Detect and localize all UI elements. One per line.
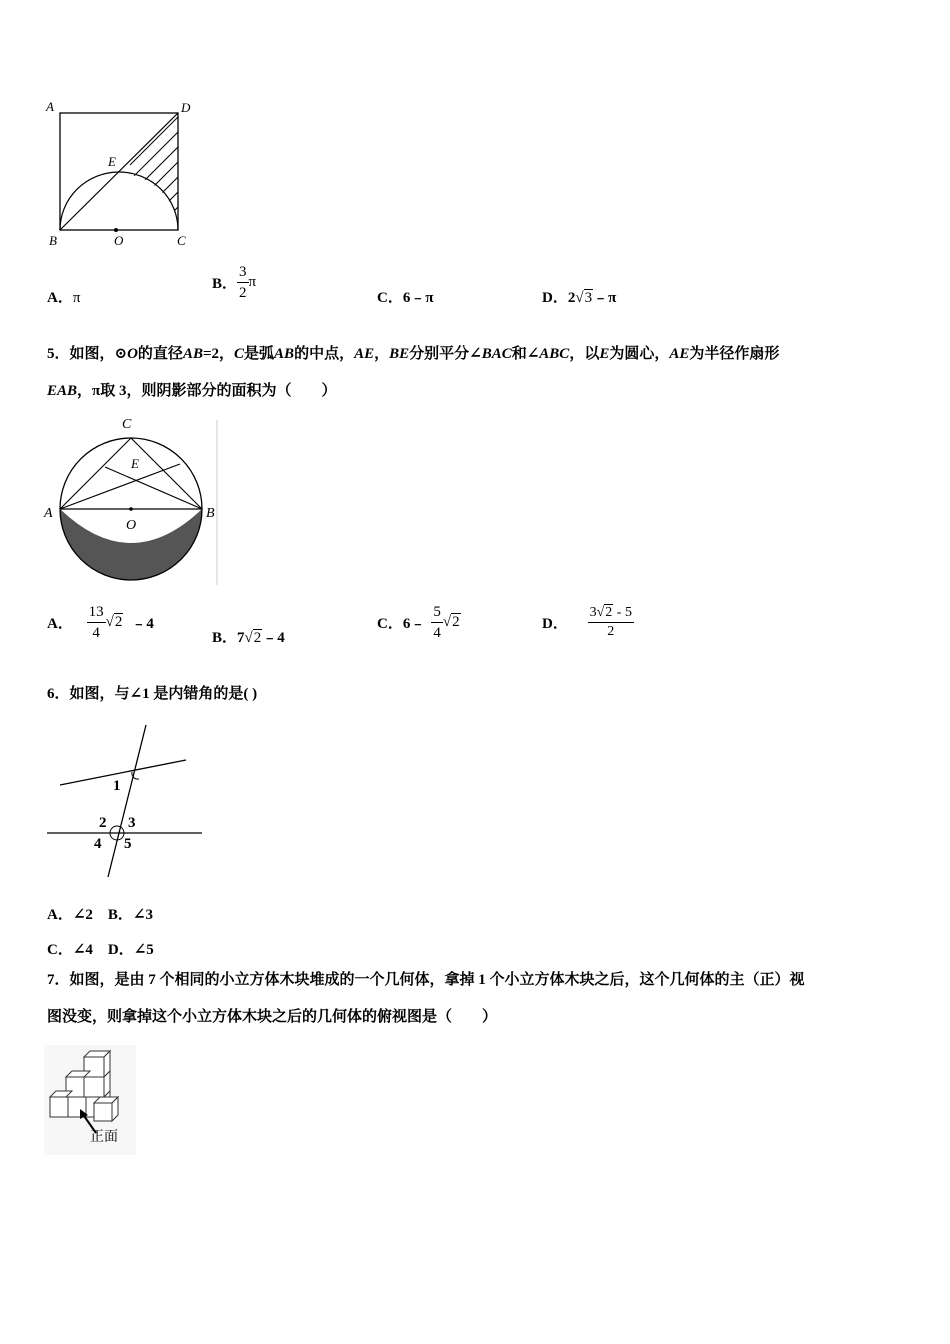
- q6-figure: [40, 715, 210, 885]
- q6-question: 6．如图，与∠1 是内错角的是( ): [47, 686, 258, 702]
- q6-angle-4: 4: [94, 836, 102, 852]
- q6-angle-5: 5: [124, 836, 132, 852]
- q4-label-e: E: [108, 154, 116, 169]
- q4-label-d: D: [181, 100, 191, 115]
- q4-option-b-fraction: $\frac{3}{2}$: [239, 264, 247, 301]
- q5-label-e: E: [131, 456, 139, 471]
- q4-figure: [40, 95, 200, 255]
- q7-figure: [44, 1045, 136, 1155]
- q5-option-a: A． $\frac{13}{4}$ √2 ﹣4: [47, 604, 154, 641]
- q4-option-b: B． $\frac{3}{2}$ π: [212, 264, 257, 301]
- q4-label-o: O: [114, 233, 124, 248]
- q5-question-line1: 5．如图，⊙O的直径AB=2，C是弧AB的中点，AE，BE分别平分∠BAC和∠ABC，以E为圆心，AE为半径作扇形: [47, 346, 780, 362]
- q4-label-a: A: [46, 99, 54, 114]
- q5-question-line2: EAB，π取 3，则阴影部分的面积为（ ）: [47, 383, 337, 399]
- q4-option-a: A．π: [47, 290, 81, 306]
- q6-angle-3: 3: [128, 815, 136, 831]
- q4-option-c: C．6﹣π: [377, 290, 434, 306]
- q4-label-c: C: [177, 233, 186, 248]
- q6-angle-1: 1: [113, 778, 121, 794]
- q5-label-o: O: [126, 518, 137, 533]
- q5-option-d: D． $\frac{3√2 - 5}{2}$: [542, 605, 632, 639]
- q6-angle-2: 2: [99, 815, 107, 831]
- q7-question-line1: 7．如图，是由 7 个相同的小立方体木块堆成的一个几何体，拿掉 1 个小立方体木块之后，这个几何体的主（正）视: [47, 972, 805, 988]
- q5-label-b: B: [206, 506, 215, 521]
- q7-front-label: 正面: [90, 1130, 118, 1145]
- q5-label-c: C: [122, 417, 132, 432]
- q6-options-row2: C．∠4 D．∠5: [47, 942, 154, 958]
- q7-question-line2: 图没变，则拿掉这个小立方体木块之后的几何体的俯视图是（ ）: [47, 1009, 498, 1025]
- q5-option-c: C．6﹣ $\frac{5}{4}$ √2: [377, 604, 460, 641]
- q4-label-b: B: [49, 233, 57, 248]
- q6-options-row1: A．∠2 B．∠3: [47, 907, 153, 923]
- q4-option-d: D．2√3﹣π: [542, 290, 617, 306]
- q5-label-a: A: [44, 506, 53, 521]
- q5-option-b: B．7√2﹣4: [212, 630, 285, 646]
- q5-figure: [40, 412, 225, 587]
